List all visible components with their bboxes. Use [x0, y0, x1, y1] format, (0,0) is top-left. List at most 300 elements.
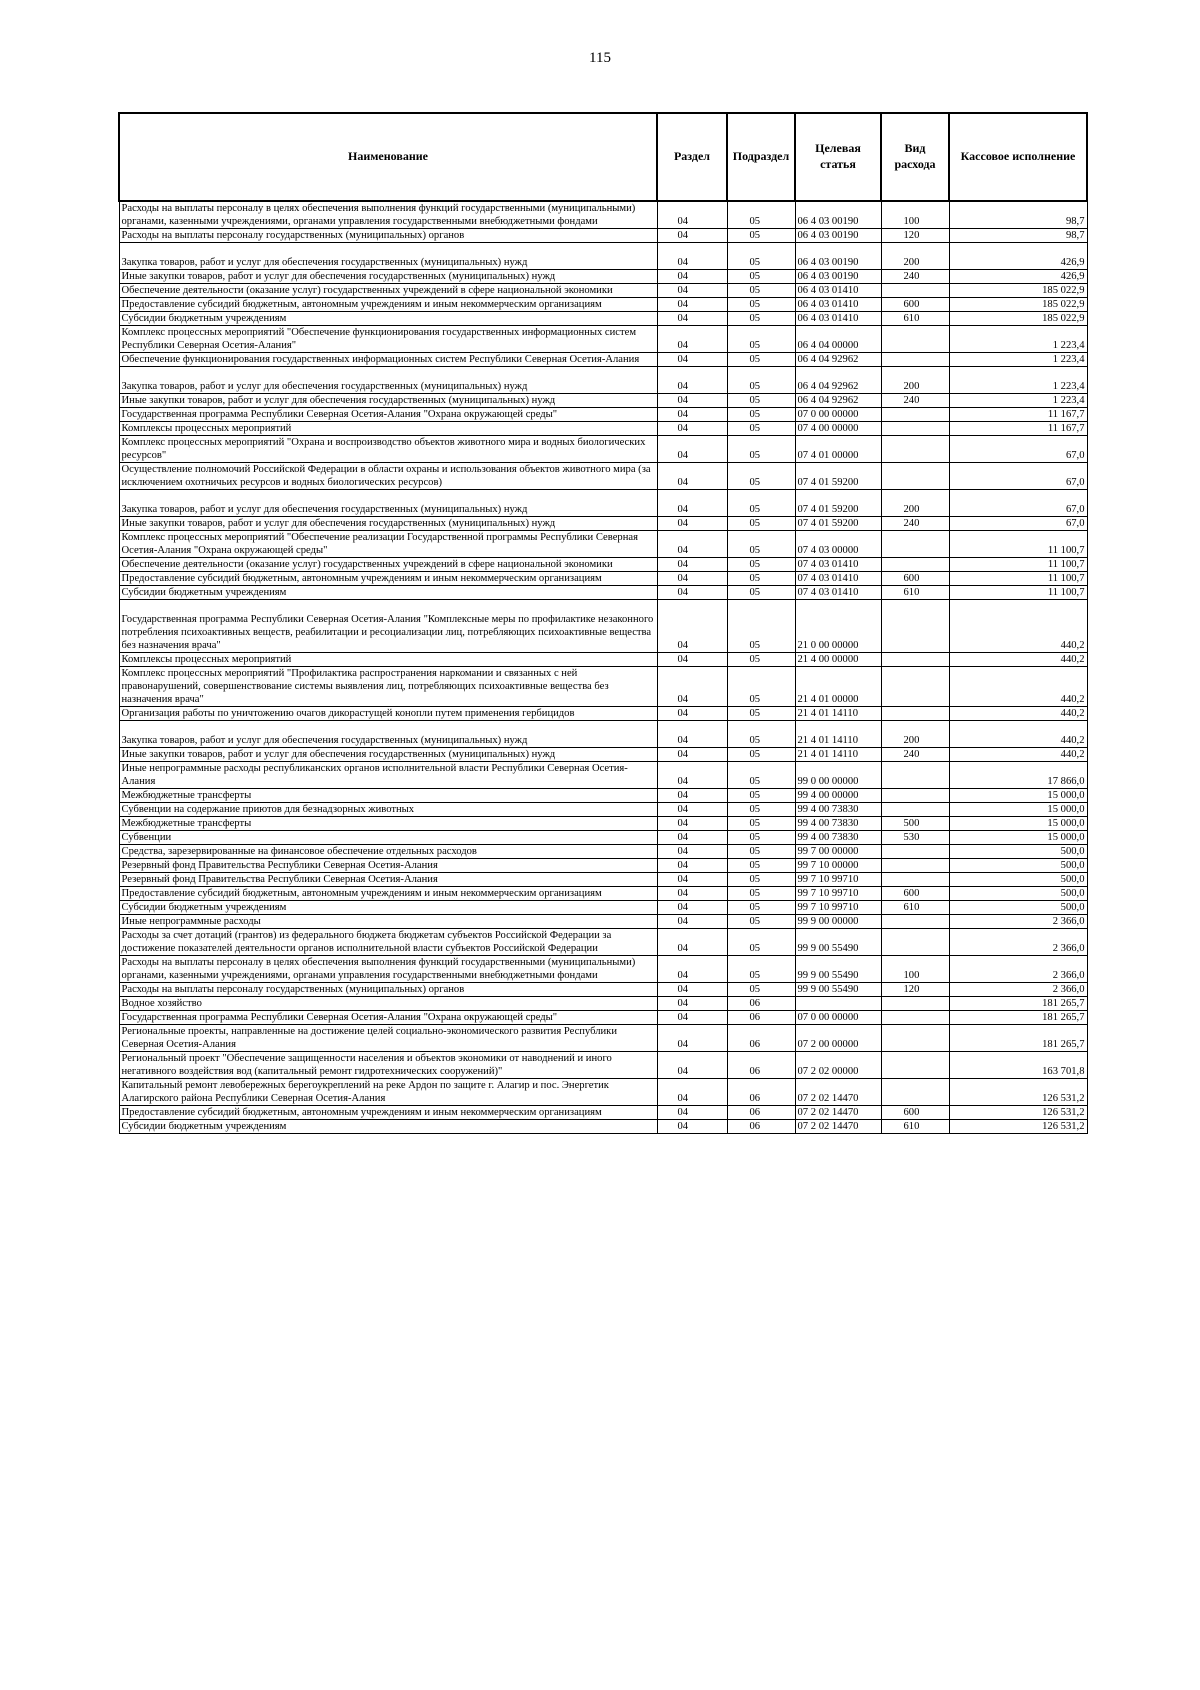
- row-amount: 1 223,4: [949, 326, 1087, 353]
- table-row: [119, 517, 1087, 531]
- row-section: 04: [657, 667, 727, 707]
- row-target: 99 4 00 73830: [795, 803, 881, 817]
- row-amount: 1 223,4: [949, 394, 1087, 408]
- row-name: Иные закупки товаров, работ и услуг для обеспечения государственных (муниципальных) нужд: [119, 270, 657, 284]
- row-name: Водное хозяйство: [119, 997, 657, 1011]
- row-name: Организация работы по уничтожению очагов дикорастущей конопли путем применения гербицидов: [119, 707, 657, 721]
- row-subsection: 05: [727, 312, 795, 326]
- row-subsection: 05: [727, 901, 795, 915]
- row-subsection: 05: [727, 762, 795, 789]
- row-section: 04: [657, 845, 727, 859]
- table-row: [119, 353, 1087, 367]
- row-expense: [881, 531, 949, 558]
- row-name: Расходы на выплаты персоналу государственных (муниципальных) органов: [119, 229, 657, 243]
- row-amount: 67,0: [949, 517, 1087, 531]
- row-section: 04: [657, 312, 727, 326]
- row-expense: 610: [881, 312, 949, 326]
- row-subsection: 05: [727, 600, 795, 653]
- row-target: 06 4 04 92962: [795, 394, 881, 408]
- table-row: [119, 201, 1087, 229]
- row-amount: 2 366,0: [949, 929, 1087, 956]
- row-section: 04: [657, 326, 727, 353]
- row-amount: 2 366,0: [949, 915, 1087, 929]
- row-amount: 426,9: [949, 270, 1087, 284]
- row-target: 07 4 01 59200: [795, 490, 881, 517]
- row-expense: [881, 463, 949, 490]
- row-amount: 500,0: [949, 859, 1087, 873]
- row-amount: 11 167,7: [949, 408, 1087, 422]
- row-section: 04: [657, 586, 727, 600]
- row-amount: 126 531,2: [949, 1079, 1087, 1106]
- table-row: [119, 929, 1087, 956]
- row-target: 99 9 00 00000: [795, 915, 881, 929]
- table-row: [119, 1079, 1087, 1106]
- row-target: 99 9 00 55490: [795, 929, 881, 956]
- header-target: Целевая статья: [795, 113, 881, 201]
- row-expense: [881, 653, 949, 667]
- row-section: 04: [657, 517, 727, 531]
- row-amount: 67,0: [949, 436, 1087, 463]
- row-amount: 500,0: [949, 901, 1087, 915]
- row-name: Комплекс процессных мероприятий "Профилактика распространения наркомании и связанных с ней правонарушений, совершенствование системы выявления лиц, потребляющих психоактивные вещества без назначения врача": [119, 667, 657, 707]
- row-target: 06 4 03 00190: [795, 229, 881, 243]
- row-target: 07 4 01 59200: [795, 517, 881, 531]
- row-subsection: 06: [727, 1106, 795, 1120]
- row-subsection: 05: [727, 326, 795, 353]
- row-target: 06 4 03 00190: [795, 243, 881, 270]
- row-name: Обеспечение функционирования государственных информационных систем Республики Северная Осетия-Алания: [119, 353, 657, 367]
- row-expense: 100: [881, 201, 949, 229]
- row-section: 04: [657, 721, 727, 748]
- table-row: [119, 748, 1087, 762]
- row-expense: 200: [881, 721, 949, 748]
- row-subsection: 05: [727, 463, 795, 490]
- row-expense: [881, 997, 949, 1011]
- row-name: Государственная программа Республики Северная Осетия-Алания "Охрана окружающей среды": [119, 1011, 657, 1025]
- row-target: 06 4 03 00190: [795, 201, 881, 229]
- row-subsection: 05: [727, 367, 795, 394]
- row-amount: 11 100,7: [949, 586, 1087, 600]
- row-section: 04: [657, 1106, 727, 1120]
- table-row: [119, 270, 1087, 284]
- row-name: Предоставление субсидий бюджетным, автономным учреждениям и иным некоммерческим организациям: [119, 887, 657, 901]
- row-section: 04: [657, 859, 727, 873]
- row-subsection: 05: [727, 831, 795, 845]
- row-subsection: 05: [727, 803, 795, 817]
- row-amount: 67,0: [949, 463, 1087, 490]
- row-section: 04: [657, 789, 727, 803]
- table-row: [119, 859, 1087, 873]
- row-name: Закупка товаров, работ и услуг для обеспечения государственных (муниципальных) нужд: [119, 490, 657, 517]
- header-amount: Кассовое исполнение: [949, 113, 1087, 201]
- row-expense: 600: [881, 887, 949, 901]
- table-row: [119, 298, 1087, 312]
- row-expense: [881, 353, 949, 367]
- row-expense: 240: [881, 270, 949, 284]
- row-amount: 67,0: [949, 490, 1087, 517]
- row-name: Обеспечение деятельности (оказание услуг) государственных учреждений в сфере национальной экономики: [119, 558, 657, 572]
- row-target: 07 4 01 59200: [795, 463, 881, 490]
- row-expense: [881, 929, 949, 956]
- table-row: [119, 667, 1087, 707]
- row-target: 99 7 10 99710: [795, 887, 881, 901]
- row-subsection: 05: [727, 586, 795, 600]
- row-subsection: 05: [727, 490, 795, 517]
- header-subsection: Подраздел: [727, 113, 795, 201]
- row-subsection: 05: [727, 394, 795, 408]
- row-section: 04: [657, 983, 727, 997]
- row-target: 21 4 01 14110: [795, 721, 881, 748]
- row-section: 04: [657, 201, 727, 229]
- row-name: Иные непрограммные расходы республиканских органов исполнительной власти Республики Северная Осетия-Алания: [119, 762, 657, 789]
- row-section: 04: [657, 394, 727, 408]
- row-section: 04: [657, 229, 727, 243]
- row-name: Предоставление субсидий бюджетным, автономным учреждениям и иным некоммерческим организациям: [119, 572, 657, 586]
- table-row: [119, 901, 1087, 915]
- row-target: 07 4 03 01410: [795, 586, 881, 600]
- row-expense: 120: [881, 983, 949, 997]
- row-section: 04: [657, 436, 727, 463]
- table-row: [119, 762, 1087, 789]
- table-row: [119, 1120, 1087, 1134]
- row-name: Расходы на выплаты персоналу государственных (муниципальных) органов: [119, 983, 657, 997]
- row-name: Расходы на выплаты персоналу в целях обеспечения выполнения функций государственными (муниципальными) органами, казенными учреждениями, органами управления государственными внебюджетными фондами: [119, 956, 657, 983]
- row-name: Средства, зарезервированные на финансовое обеспечение отдельных расходов: [119, 845, 657, 859]
- row-expense: [881, 873, 949, 887]
- row-amount: 2 366,0: [949, 956, 1087, 983]
- row-name: Комплекс процессных мероприятий "Обеспечение реализации Государственной программы Республики Северная Осетия-Алания "Охрана окружающей среды": [119, 531, 657, 558]
- row-amount: 163 701,8: [949, 1052, 1087, 1079]
- row-name: Обеспечение деятельности (оказание услуг) государственных учреждений в сфере национальной экономики: [119, 284, 657, 298]
- table-row: [119, 463, 1087, 490]
- row-section: 04: [657, 929, 727, 956]
- row-target: 21 0 00 00000: [795, 600, 881, 653]
- row-amount: 185 022,9: [949, 298, 1087, 312]
- row-subsection: 05: [727, 707, 795, 721]
- row-expense: [881, 707, 949, 721]
- row-amount: 11 167,7: [949, 422, 1087, 436]
- row-amount: 98,7: [949, 229, 1087, 243]
- row-amount: 500,0: [949, 887, 1087, 901]
- row-amount: 500,0: [949, 873, 1087, 887]
- row-name: Предоставление субсидий бюджетным, автономным учреждениям и иным некоммерческим организациям: [119, 298, 657, 312]
- table-row: [119, 721, 1087, 748]
- table-row: [119, 367, 1087, 394]
- row-subsection: 05: [727, 284, 795, 298]
- row-expense: [881, 1052, 949, 1079]
- row-subsection: 05: [727, 915, 795, 929]
- row-amount: 185 022,9: [949, 284, 1087, 298]
- table-row: [119, 803, 1087, 817]
- row-expense: 200: [881, 367, 949, 394]
- table-row: [119, 436, 1087, 463]
- row-amount: 440,2: [949, 667, 1087, 707]
- row-target: 07 2 00 00000: [795, 1025, 881, 1052]
- row-name: Государственная программа Республики Северная Осетия-Алания "Комплексные меры по профилактике незаконного потребления психоактивных веществ, реабилитации и ресоциализации лиц, потребляющих психоактивные вещества без назначения врача": [119, 600, 657, 653]
- row-target: 06 4 04 92962: [795, 367, 881, 394]
- table-row: [119, 312, 1087, 326]
- row-section: 04: [657, 298, 727, 312]
- table-row: [119, 845, 1087, 859]
- row-target: 07 4 03 01410: [795, 572, 881, 586]
- row-section: 04: [657, 1052, 727, 1079]
- row-section: 04: [657, 1079, 727, 1106]
- row-expense: [881, 422, 949, 436]
- header-expense: Вид расхода: [881, 113, 949, 201]
- table-row: [119, 408, 1087, 422]
- row-target: 99 9 00 55490: [795, 983, 881, 997]
- row-subsection: 05: [727, 558, 795, 572]
- row-target: 99 0 00 00000: [795, 762, 881, 789]
- row-subsection: 06: [727, 1079, 795, 1106]
- row-target: 07 2 02 00000: [795, 1052, 881, 1079]
- row-name: Комплекс процессных мероприятий "Обеспечение функционирования государственных информационных систем Республики Северная Осетия-Алания": [119, 326, 657, 353]
- row-amount: 2 366,0: [949, 983, 1087, 997]
- row-expense: 240: [881, 394, 949, 408]
- row-subsection: 05: [727, 531, 795, 558]
- row-name: Субсидии бюджетным учреждениям: [119, 901, 657, 915]
- row-name: Комплексы процессных мероприятий: [119, 653, 657, 667]
- row-section: 04: [657, 284, 727, 298]
- row-expense: 600: [881, 572, 949, 586]
- row-target: 21 4 00 00000: [795, 653, 881, 667]
- row-section: 04: [657, 408, 727, 422]
- row-target: 06 4 03 01410: [795, 284, 881, 298]
- row-subsection: 05: [727, 983, 795, 997]
- row-section: 04: [657, 873, 727, 887]
- row-expense: [881, 436, 949, 463]
- row-name: Резервный фонд Правительства Республики Северная Осетия-Алания: [119, 859, 657, 873]
- row-amount: 181 265,7: [949, 1025, 1087, 1052]
- row-target: 07 0 00 00000: [795, 1011, 881, 1025]
- row-amount: 440,2: [949, 653, 1087, 667]
- row-section: 04: [657, 353, 727, 367]
- table-row: [119, 983, 1087, 997]
- row-section: 04: [657, 803, 727, 817]
- table-row: [119, 1052, 1087, 1079]
- row-name: Закупка товаров, работ и услуг для обеспечения государственных (муниципальных) нужд: [119, 367, 657, 394]
- row-amount: 1 223,4: [949, 367, 1087, 394]
- row-amount: 181 265,7: [949, 1011, 1087, 1025]
- row-section: 04: [657, 887, 727, 901]
- table-row: [119, 1025, 1087, 1052]
- row-name: Межбюджетные трансферты: [119, 789, 657, 803]
- row-name: Расходы на выплаты персоналу в целях обеспечения выполнения функций государственными (муниципальными) органами, казенными учреждениями, органами управления государственными внебюджетными фондами: [119, 201, 657, 229]
- table-row: [119, 422, 1087, 436]
- header-section: Раздел: [657, 113, 727, 201]
- row-amount: 98,7: [949, 201, 1087, 229]
- table-row: [119, 243, 1087, 270]
- row-subsection: 06: [727, 1052, 795, 1079]
- row-subsection: 05: [727, 653, 795, 667]
- row-section: 04: [657, 915, 727, 929]
- row-section: 04: [657, 600, 727, 653]
- table-row: [119, 586, 1087, 600]
- table-row: [119, 531, 1087, 558]
- row-target: 06 4 04 00000: [795, 326, 881, 353]
- row-name: Государственная программа Республики Северная Осетия-Алания "Охрана окружающей среды": [119, 408, 657, 422]
- row-expense: 600: [881, 298, 949, 312]
- row-expense: [881, 558, 949, 572]
- row-name: Иные закупки товаров, работ и услуг для обеспечения государственных (муниципальных) нужд: [119, 394, 657, 408]
- row-target: 07 4 03 00000: [795, 531, 881, 558]
- row-target: 99 4 00 73830: [795, 817, 881, 831]
- table-row: [119, 326, 1087, 353]
- row-subsection: 05: [727, 201, 795, 229]
- row-subsection: 05: [727, 789, 795, 803]
- row-name: Иные закупки товаров, работ и услуг для обеспечения государственных (муниципальных) нужд: [119, 517, 657, 531]
- row-expense: [881, 1025, 949, 1052]
- row-subsection: 05: [727, 845, 795, 859]
- table-row: [119, 887, 1087, 901]
- row-name: Предоставление субсидий бюджетным, автономным учреждениям и иным некоммерческим организациям: [119, 1106, 657, 1120]
- table-row: [119, 707, 1087, 721]
- row-amount: 15 000,0: [949, 803, 1087, 817]
- table-row: [119, 572, 1087, 586]
- row-name: Региональный проект "Обеспечение защищенности населения и объектов экономики от наводнений и иного негативного воздействия вод (капитальный ремонт гидротехнических сооружений)": [119, 1052, 657, 1079]
- row-section: 04: [657, 531, 727, 558]
- table-row: [119, 394, 1087, 408]
- row-subsection: 05: [727, 817, 795, 831]
- row-subsection: 06: [727, 1025, 795, 1052]
- row-amount: 440,2: [949, 721, 1087, 748]
- row-name: Субвенции: [119, 831, 657, 845]
- row-expense: [881, 326, 949, 353]
- table-row: [119, 490, 1087, 517]
- row-name: Межбюджетные трансферты: [119, 817, 657, 831]
- row-subsection: 06: [727, 1011, 795, 1025]
- row-expense: 120: [881, 229, 949, 243]
- row-target: 99 7 10 99710: [795, 901, 881, 915]
- row-subsection: 05: [727, 517, 795, 531]
- row-amount: 440,2: [949, 600, 1087, 653]
- row-subsection: 05: [727, 436, 795, 463]
- row-section: 04: [657, 748, 727, 762]
- table-row: [119, 789, 1087, 803]
- row-amount: 185 022,9: [949, 312, 1087, 326]
- row-target: 21 4 01 00000: [795, 667, 881, 707]
- row-subsection: 05: [727, 667, 795, 707]
- row-subsection: 05: [727, 873, 795, 887]
- row-section: 04: [657, 463, 727, 490]
- row-section: 04: [657, 490, 727, 517]
- row-section: 04: [657, 956, 727, 983]
- row-expense: 240: [881, 517, 949, 531]
- row-target: 07 2 02 14470: [795, 1106, 881, 1120]
- table-row: [119, 817, 1087, 831]
- row-amount: 15 000,0: [949, 831, 1087, 845]
- page-number: 115: [589, 50, 611, 66]
- row-section: 04: [657, 243, 727, 270]
- row-target: 21 4 01 14110: [795, 707, 881, 721]
- row-expense: 610: [881, 901, 949, 915]
- row-subsection: 05: [727, 887, 795, 901]
- row-target: 99 9 00 55490: [795, 956, 881, 983]
- row-name: Иные непрограммные расходы: [119, 915, 657, 929]
- row-section: 04: [657, 831, 727, 845]
- row-name: Субсидии бюджетным учреждениям: [119, 586, 657, 600]
- table-row: [119, 653, 1087, 667]
- table-row: [119, 558, 1087, 572]
- table-row: [119, 873, 1087, 887]
- row-amount: 11 100,7: [949, 531, 1087, 558]
- row-target: 99 7 10 99710: [795, 873, 881, 887]
- row-expense: [881, 803, 949, 817]
- table-row: [119, 1106, 1087, 1120]
- row-target: 07 4 01 00000: [795, 436, 881, 463]
- row-section: 04: [657, 1011, 727, 1025]
- row-name: Комплекс процессных мероприятий "Охрана и воспроизводство объектов животного мира и водных биологических ресурсов": [119, 436, 657, 463]
- row-target: [795, 997, 881, 1011]
- row-expense: [881, 284, 949, 298]
- row-subsection: 05: [727, 721, 795, 748]
- table-row: [119, 600, 1087, 653]
- row-target: 07 4 00 00000: [795, 422, 881, 436]
- row-expense: 600: [881, 1106, 949, 1120]
- row-target: 06 4 03 00190: [795, 270, 881, 284]
- table-row: [119, 831, 1087, 845]
- row-subsection: 05: [727, 748, 795, 762]
- row-target: 07 0 00 00000: [795, 408, 881, 422]
- row-subsection: 05: [727, 353, 795, 367]
- row-target: 06 4 04 92962: [795, 353, 881, 367]
- row-subsection: 06: [727, 1120, 795, 1134]
- row-name: Комплексы процессных мероприятий: [119, 422, 657, 436]
- row-amount: 126 531,2: [949, 1106, 1087, 1120]
- row-subsection: 05: [727, 422, 795, 436]
- row-section: 04: [657, 572, 727, 586]
- row-amount: 15 000,0: [949, 789, 1087, 803]
- row-expense: [881, 789, 949, 803]
- row-target: 06 4 03 01410: [795, 298, 881, 312]
- row-expense: 530: [881, 831, 949, 845]
- table-row: [119, 1011, 1087, 1025]
- table-row: [119, 915, 1087, 929]
- row-amount: 440,2: [949, 748, 1087, 762]
- row-amount: 426,9: [949, 243, 1087, 270]
- row-amount: 440,2: [949, 707, 1087, 721]
- row-expense: [881, 1079, 949, 1106]
- row-expense: 610: [881, 586, 949, 600]
- table-body: [119, 201, 1087, 1134]
- row-section: 04: [657, 653, 727, 667]
- row-target: 99 4 00 00000: [795, 789, 881, 803]
- row-section: 04: [657, 901, 727, 915]
- table-row: [119, 997, 1087, 1011]
- table-row: [119, 284, 1087, 298]
- row-section: 04: [657, 997, 727, 1011]
- row-expense: [881, 600, 949, 653]
- row-name: Осуществление полномочий Российской Федерации в области охраны и использования объектов животного мира (за исключением охотничьих ресурсов и водных биологических ресурсов): [119, 463, 657, 490]
- row-section: 04: [657, 270, 727, 284]
- row-subsection: 05: [727, 229, 795, 243]
- row-name: Расходы за счет дотаций (грантов) из федерального бюджета бюджетам субъектов Российской Федерации за достижение показателей деятельности органов исполнительной власти субъектов Российской Федерации: [119, 929, 657, 956]
- row-subsection: 06: [727, 997, 795, 1011]
- row-subsection: 05: [727, 270, 795, 284]
- row-target: 99 7 00 00000: [795, 845, 881, 859]
- row-section: 04: [657, 707, 727, 721]
- row-name: Субсидии бюджетным учреждениям: [119, 312, 657, 326]
- row-amount: 11 100,7: [949, 558, 1087, 572]
- row-subsection: 05: [727, 243, 795, 270]
- table-row: [119, 229, 1087, 243]
- row-section: 04: [657, 817, 727, 831]
- row-expense: 610: [881, 1120, 949, 1134]
- row-target: 07 2 02 14470: [795, 1120, 881, 1134]
- row-target: 21 4 01 14110: [795, 748, 881, 762]
- row-name: Закупка товаров, работ и услуг для обеспечения государственных (муниципальных) нужд: [119, 243, 657, 270]
- row-section: 04: [657, 762, 727, 789]
